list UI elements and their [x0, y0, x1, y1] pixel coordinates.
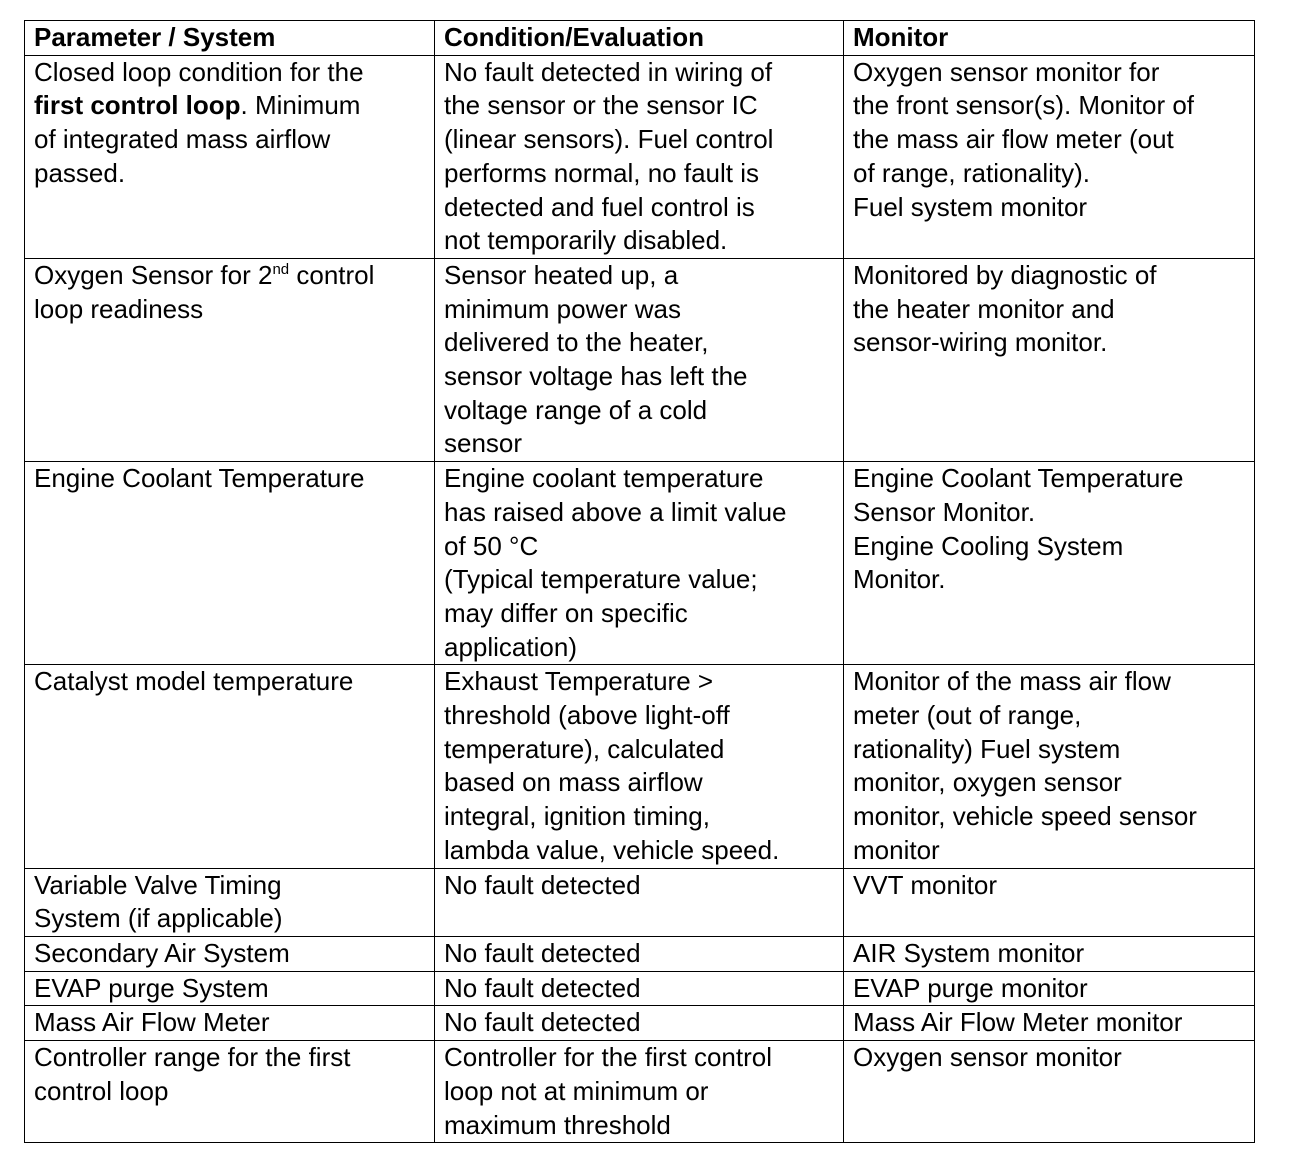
column-header-monitor: Monitor [844, 21, 1255, 56]
cell-monitor: Oxygen sensor monitor [844, 1041, 1255, 1143]
cell-condition: Engine coolant temperature has raised above a limit value of 50 °C (Typical temperature value; may differ on specific application) [435, 462, 844, 665]
cell-condition: No fault detected in wiring of the sensor or the sensor IC (linear sensors). Fuel control performs normal, no fault is detected and fuel control is not temporarily disabled. [435, 55, 844, 258]
cell-text-bold: first control loop [34, 90, 241, 121]
table-row [25, 868, 1255, 936]
table-header-row [25, 21, 1255, 56]
cell-text-superscript: nd [272, 260, 290, 278]
cell-parameter: Mass Air Flow Meter [25, 1006, 435, 1041]
table-row [25, 971, 1255, 1006]
cell-text: . Minimum of integrated mass airflow passed. [34, 90, 361, 188]
cell-monitor: Monitored by diagnostic of the heater monitor and sensor-wiring monitor. [844, 258, 1255, 461]
cell-condition: Sensor heated up, a minimum power was delivered to the heater, sensor voltage has left the voltage range of a cold sensor [435, 258, 844, 461]
cell-condition: Controller for the first control loop not at minimum or maximum threshold [435, 1041, 844, 1143]
cell-condition: No fault detected [435, 1006, 844, 1041]
cell-condition: No fault detected [435, 868, 844, 936]
table-row [25, 936, 1255, 971]
column-header-condition: Condition/Evaluation [435, 21, 844, 56]
cell-condition: Exhaust Temperature > threshold (above light-off temperature), calculated based on mass airflow integral, ignition timing, lambda value, vehicle speed. [435, 665, 844, 868]
table-row [25, 665, 1255, 868]
cell-parameter [25, 258, 435, 461]
cell-parameter: Catalyst model temperature [25, 665, 435, 868]
cell-parameter: Engine Coolant Temperature [25, 462, 435, 665]
cell-monitor: AIR System monitor [844, 936, 1255, 971]
cell-text: control loop readiness [34, 259, 375, 324]
cell-condition: No fault detected [435, 971, 844, 1006]
cell-text: Oxygen Sensor for 2 [34, 259, 273, 290]
table-row [25, 55, 1255, 258]
table-row [25, 1006, 1255, 1041]
column-header-parameter: Parameter / System [25, 21, 435, 56]
cell-parameter: Controller range for the first control loop [25, 1041, 435, 1143]
cell-condition: No fault detected [435, 936, 844, 971]
cell-monitor: Oxygen sensor monitor for the front sensor(s). Monitor of the mass air flow meter (out of range, rationality). Fuel system monitor [844, 55, 1255, 258]
cell-parameter: EVAP purge System [25, 971, 435, 1006]
cell-monitor: EVAP purge monitor [844, 971, 1255, 1006]
cell-text: Closed loop condition for the [34, 56, 364, 87]
table-row [25, 1041, 1255, 1143]
cell-parameter: Variable Valve Timing System (if applicable) [25, 868, 435, 936]
cell-monitor: VVT monitor [844, 868, 1255, 936]
readiness-conditions-table [24, 20, 1255, 1143]
table-row [25, 258, 1255, 461]
cell-monitor: Engine Coolant Temperature Sensor Monitor. Engine Cooling System Monitor. [844, 462, 1255, 665]
cell-monitor: Monitor of the mass air flow meter (out of range, rationality) Fuel system monitor, oxygen sensor monitor, vehicle speed sensor monitor [844, 665, 1255, 868]
cell-parameter: Secondary Air System [25, 936, 435, 971]
cell-monitor: Mass Air Flow Meter monitor [844, 1006, 1255, 1041]
table-row [25, 462, 1255, 665]
cell-parameter [25, 55, 435, 258]
